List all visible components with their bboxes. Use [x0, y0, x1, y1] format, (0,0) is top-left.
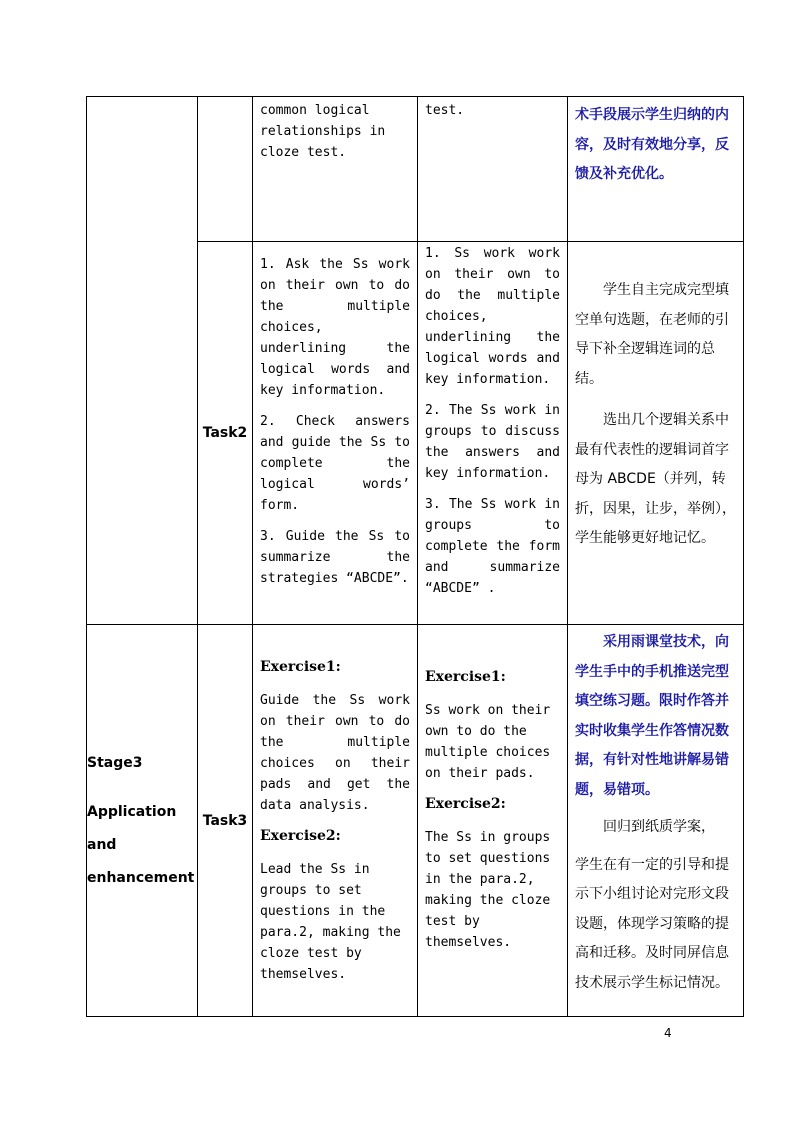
student-text: test.: [425, 103, 465, 118]
teacher-step-1: 1. Ask the Ss work on their own to do the multiple choices, underlining the logical words and key information.: [260, 257, 410, 398]
design-note-cell: [568, 242, 744, 625]
student-step-3: 3. The Ss work in groups to complete the form and summarize “ABCDE” .: [425, 497, 560, 596]
lesson-plan-table: [86, 96, 744, 1017]
teacher-exercise-2: Lead the Ss in groups to set questions in the para.2, making the cloze test by themselves.: [260, 862, 401, 982]
teacher-activity-cell: [253, 625, 418, 1017]
design-note-para-2: 回归到纸质学案，: [603, 819, 715, 835]
student-exercise-1: Ss work on their own to do the multiple choices on their pads.: [425, 703, 551, 781]
teacher-step-2: 2. Check answers and guide the Ss to complete the logical words’ form.: [260, 414, 410, 513]
task-label: Task3: [198, 625, 253, 1017]
student-activity-cell: [418, 625, 568, 1017]
design-note-text: 术手段展示学生归纳的内容，及时有效地分享，反馈及补充优化。: [575, 107, 729, 182]
task-cell-empty: [198, 97, 253, 242]
student-step-2: 2. The Ss work in groups to discuss the answers and key information.: [425, 403, 560, 481]
student-step-1: 1. Ss work work on their own to do the multiple choices, underlining the logical words and key information.: [425, 246, 560, 387]
stage-line-3: enhancement: [87, 869, 195, 886]
table-row: [87, 97, 744, 242]
design-note-para-2: 选出几个逻辑关系中最有代表性的逻辑词首字母为 ABCDE（并列，转折，因果，让步，举例），学生能够更好地记忆。: [575, 412, 736, 546]
stage-title: Stage3: [87, 754, 143, 771]
stage-line-2: and: [87, 836, 117, 853]
stage-line-1: Application: [87, 803, 177, 820]
design-note-para-3: 学生在有一定的引导和提示下小组讨论对完形文段设题，体现学习策略的提高和迁移。及时同屏信息技术展示学生标记情况。: [575, 856, 729, 991]
teacher-exercise-1: Guide the Ss work on their own to do the multiple choices on their pads and get the data analysis.: [260, 693, 410, 813]
table-row: [87, 625, 744, 1017]
design-note-highlight: 采用雨课堂技术，向学生手中的手机推送完型填空练习题。限时作答并实时收集学生作答情况数据，有针对性地讲解易错题，易错项。: [575, 634, 729, 798]
student-activity-cell: [418, 97, 568, 242]
student-exercise-2: The Ss in groups to set questions in the para.2, making the cloze test by themselves.: [425, 830, 551, 950]
stage-cell: [87, 625, 198, 1017]
page-number: 4: [664, 1026, 672, 1040]
design-note-cell: [568, 625, 744, 1017]
task-label: Task2: [198, 242, 253, 625]
design-note-para-1: 学生自主完成完型填空单句选题，在老师的引导下补全逻辑连词的总结。: [575, 282, 729, 387]
exercise-2-heading: Exercise2:: [425, 796, 506, 812]
teacher-activity-cell: [253, 97, 418, 242]
teacher-step-3: 3. Guide the Ss to summarize the strategies “ABCDE”.: [260, 529, 410, 586]
teacher-activity-cell: [253, 242, 418, 625]
exercise-2-heading: Exercise2:: [260, 828, 341, 844]
exercise-1-heading: Exercise1:: [425, 669, 506, 685]
design-note-cell: [568, 97, 744, 242]
stage-cell-empty: [87, 97, 198, 625]
teacher-text: common logical relationships in cloze test.: [260, 103, 386, 160]
exercise-1-heading: Exercise1:: [260, 659, 341, 675]
student-activity-cell: [418, 242, 568, 625]
